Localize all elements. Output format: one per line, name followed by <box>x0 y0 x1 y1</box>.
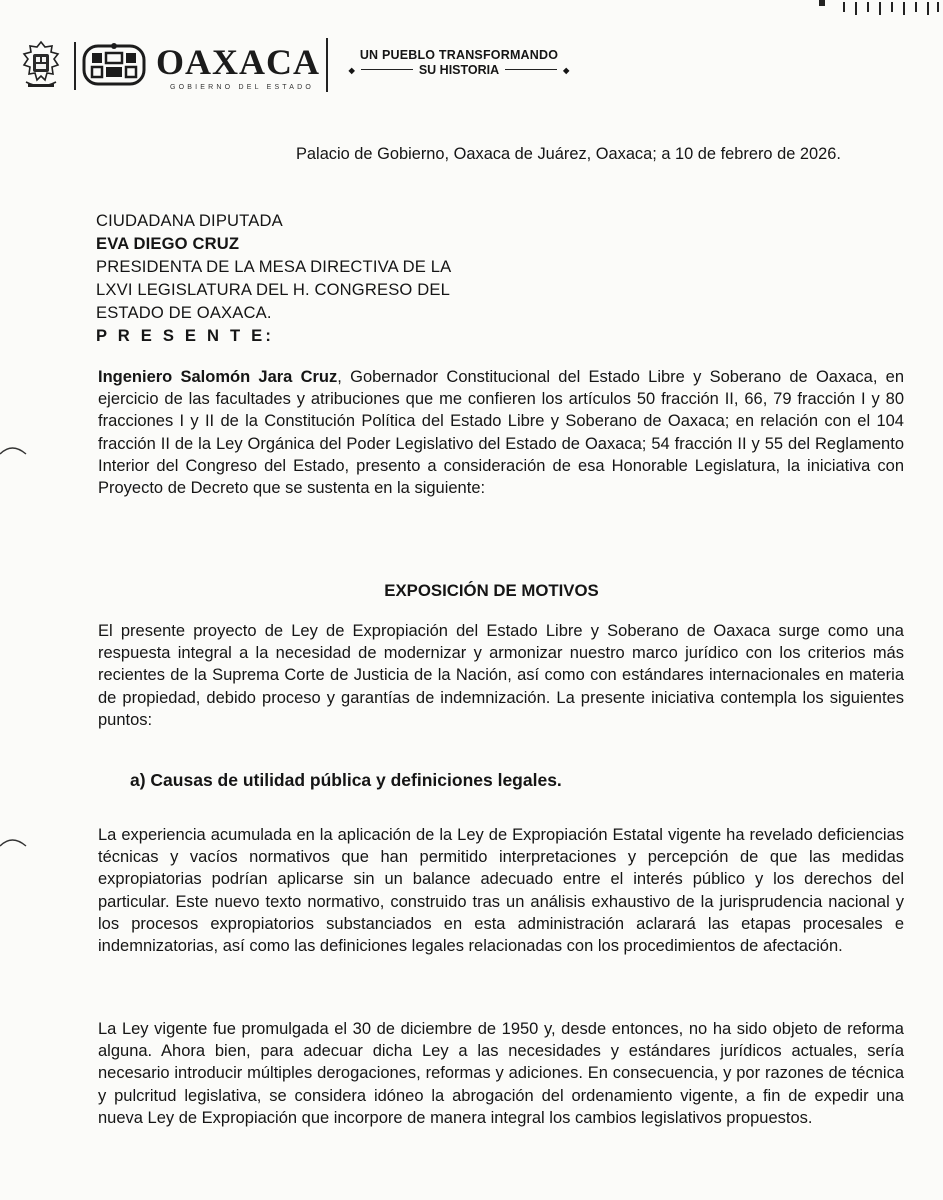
subheading-a: a) Causas de utilidad pública y definiciones legales. <box>130 770 562 790</box>
recipient-title: CIUDADANA DIPUTADA <box>96 211 283 230</box>
motto-line-1: UN PUEBLO TRANSFORMANDO <box>359 48 559 62</box>
intro-paragraph <box>98 366 904 499</box>
recipient-name: EVA DIEGO CRUZ <box>96 234 240 253</box>
brand-subtitle: GOBIERNO DEL ESTADO <box>170 84 315 91</box>
motto-line-2-wrap <box>344 63 574 78</box>
motto-diamond-icon: ◆ <box>348 65 355 75</box>
header-divider <box>74 42 76 90</box>
state-seal-icon <box>18 40 64 92</box>
motto-diamond-icon: ◆ <box>563 65 570 75</box>
margin-mark <box>0 440 30 460</box>
sender-name: Ingeniero Salomón Jara Cruz <box>98 368 338 386</box>
intro-text: , Gobernador Constitucional del Estado Libre y Soberano de Oaxaca, en ejercicio de las facultades y atribuciones que me confieren los artículos 50 fracción II, 66, 79 fracción I y 80 fracciones I y II de la Constitución Política del Estado Libre y Soberano de Oaxaca; en relación con el 104 fracción II de la Ley Orgánica del Poder Legislativo del Estado de Oaxaca; 54 fracción II y 55 del Reglamento Interior del Congreso del Estado, presento a consideración de esa Honorable Legislatura, la iniciativa con Proyecto de Decreto que se sustenta en la siguiente: <box>98 368 904 498</box>
salutation: P R E S E N T E: <box>96 326 275 345</box>
place-date: Palacio de Gobierno, Oaxaca de Juárez, Oaxaca; a 10 de febrero de 2026. <box>296 145 841 163</box>
paragraph-experiencia: La experiencia acumulada en la aplicación de la Ley de Expropiación Estatal vigente ha revelado deficiencias técnicas y vacíos normativos que han permitido interpretaciones y percepción de que las medidas expropiatorias podrían aplicarse sin un balance adecuado entre el interés público y los derechos del particular. Este nuevo texto normativo, construido tras un análisis exhaustivo de la jurisprudencia nacional y los procesos expropiatorios substanciados en esta administración aclarará las etapas procesales e indemnizatorias, así como las definiciones legales relacionadas con los procedimientos de afectación. <box>98 826 904 956</box>
oaxaca-glyph-icon <box>82 42 146 88</box>
letterhead <box>18 34 570 94</box>
paragraph-motivos: El presente proyecto de Ley de Expropiación del Estado Libre y Soberano de Oaxaca surge como una respuesta integral a la necesidad de modernizar y armonizar nuestro marco jurídico con los criterios más recientes de la Suprema Corte de Justicia de la Nación, así como con estándares internacionales en materia de propiedad, debido proceso y garantías de indemnización. La presente iniciativa contempla los siguientes puntos: <box>98 622 904 729</box>
margin-mark <box>0 832 30 852</box>
brand-name: OAXACA <box>156 42 320 82</box>
motto-line-2: SU HISTORIA <box>418 63 500 77</box>
paragraph-ley-vigente: La Ley vigente fue promulgada el 30 de diciembre de 1950 y, desde entonces, no ha sido objeto de reforma alguna. Ahora bien, para adecuar dicha Ley a las necesidades y estándares jurídicos actuales, sería necesario introducir múltiples derogaciones, reformas y adiciones. En consecuencia, y por razones de técnica y pulcritud legislativa, se considera idóneo la abrogación del ordenamiento vigente, a fin de expedir una nueva Ley de Expropiación que incorpore de manera integral los cambios legislativos propuestos. <box>98 1020 904 1127</box>
header-divider-2 <box>326 38 328 92</box>
recipient-state: ESTADO DE OAXACA. <box>96 303 272 322</box>
motto-rule <box>361 69 413 70</box>
scan-marks <box>803 0 943 18</box>
recipient-position: PRESIDENTA DE LA MESA DIRECTIVA DE LA <box>96 257 452 276</box>
motto <box>344 48 574 78</box>
recipient-block <box>96 209 451 347</box>
section-title: EXPOSICIÓN DE MOTIVOS <box>384 581 599 600</box>
motto-rule <box>505 69 557 70</box>
recipient-legislature: LXVI LEGISLATURA DEL H. CONGRESO DEL <box>96 280 450 299</box>
